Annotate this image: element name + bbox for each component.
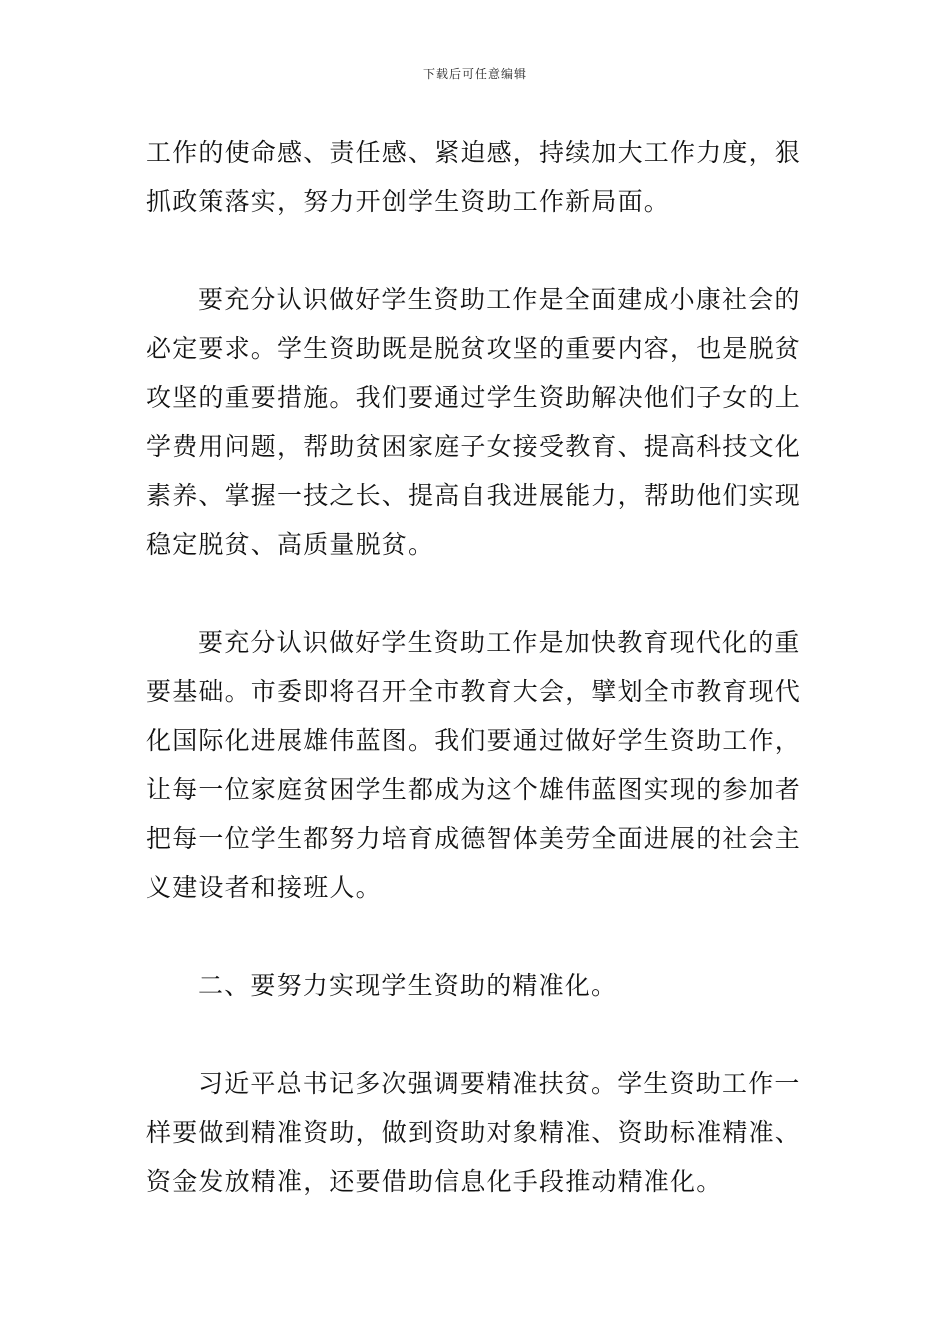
paragraph-education-modernization <box>146 618 810 912</box>
text-line: 资金发放精准，还要借助信息化手段推动精准化。 <box>146 1167 723 1196</box>
text-line: 样要做到精准资助，做到资助对象精准、资助标准精准、 <box>146 1118 802 1147</box>
text-line: 素养、掌握一技之长、提高自我进展能力，帮助他们实现 <box>146 481 802 510</box>
page-header-note: 下载后可任意编辑 <box>422 67 527 81</box>
text-line: 习近平总书记多次强调要精准扶贫。学生资助工作一 <box>198 1069 801 1098</box>
text-line: 抓政策落实，努力开创学生资助工作新局面。 <box>146 187 671 216</box>
section-heading-precision <box>146 961 810 1010</box>
document-body <box>146 128 810 1206</box>
paragraph-gap <box>146 569 810 618</box>
text-line: 义建设者和接班人。 <box>146 873 382 902</box>
text-line: 学费用问题，帮助贫困家庭子女接受教育、提高科技文化 <box>146 432 802 461</box>
text-line: 要充分认识做好学生资助工作是加快教育现代化的重 <box>198 628 801 657</box>
paragraph-precision-aid <box>146 1059 810 1206</box>
text-line: 让每一位家庭贫困学生都成为这个雄伟蓝图实现的参加者 <box>146 775 802 804</box>
paragraph-gap <box>146 912 810 961</box>
paragraph-poverty-alleviation <box>146 275 810 569</box>
text-line: 要基础。市委即将召开全市教育大会，擘划全市教育现代 <box>146 677 802 706</box>
text-line: 要充分认识做好学生资助工作是全面建成小康社会的 <box>198 285 801 314</box>
text-line: 化国际化进展雄伟蓝图。我们要通过做好学生资助工作， <box>146 726 802 755</box>
text-line: 工作的使命感、责任感、紧迫感，持续加大工作力度，狠 <box>146 138 802 167</box>
text-line: 攻坚的重要措施。我们要通过学生资助解决他们子女的上 <box>146 383 802 412</box>
paragraph-continuation <box>146 128 810 226</box>
paragraph-gap <box>146 226 810 275</box>
text-line: 必定要求。学生资助既是脱贫攻坚的重要内容，也是脱贫 <box>146 334 802 363</box>
text-line: 把每一位学生都努力培育成德智体美劳全面进展的社会主 <box>146 824 802 853</box>
paragraph-gap <box>146 1010 810 1059</box>
text-line: 稳定脱贫、高质量脱贫。 <box>146 530 435 559</box>
text-line: 二、要努力实现学生资助的精准化。 <box>198 971 618 1000</box>
